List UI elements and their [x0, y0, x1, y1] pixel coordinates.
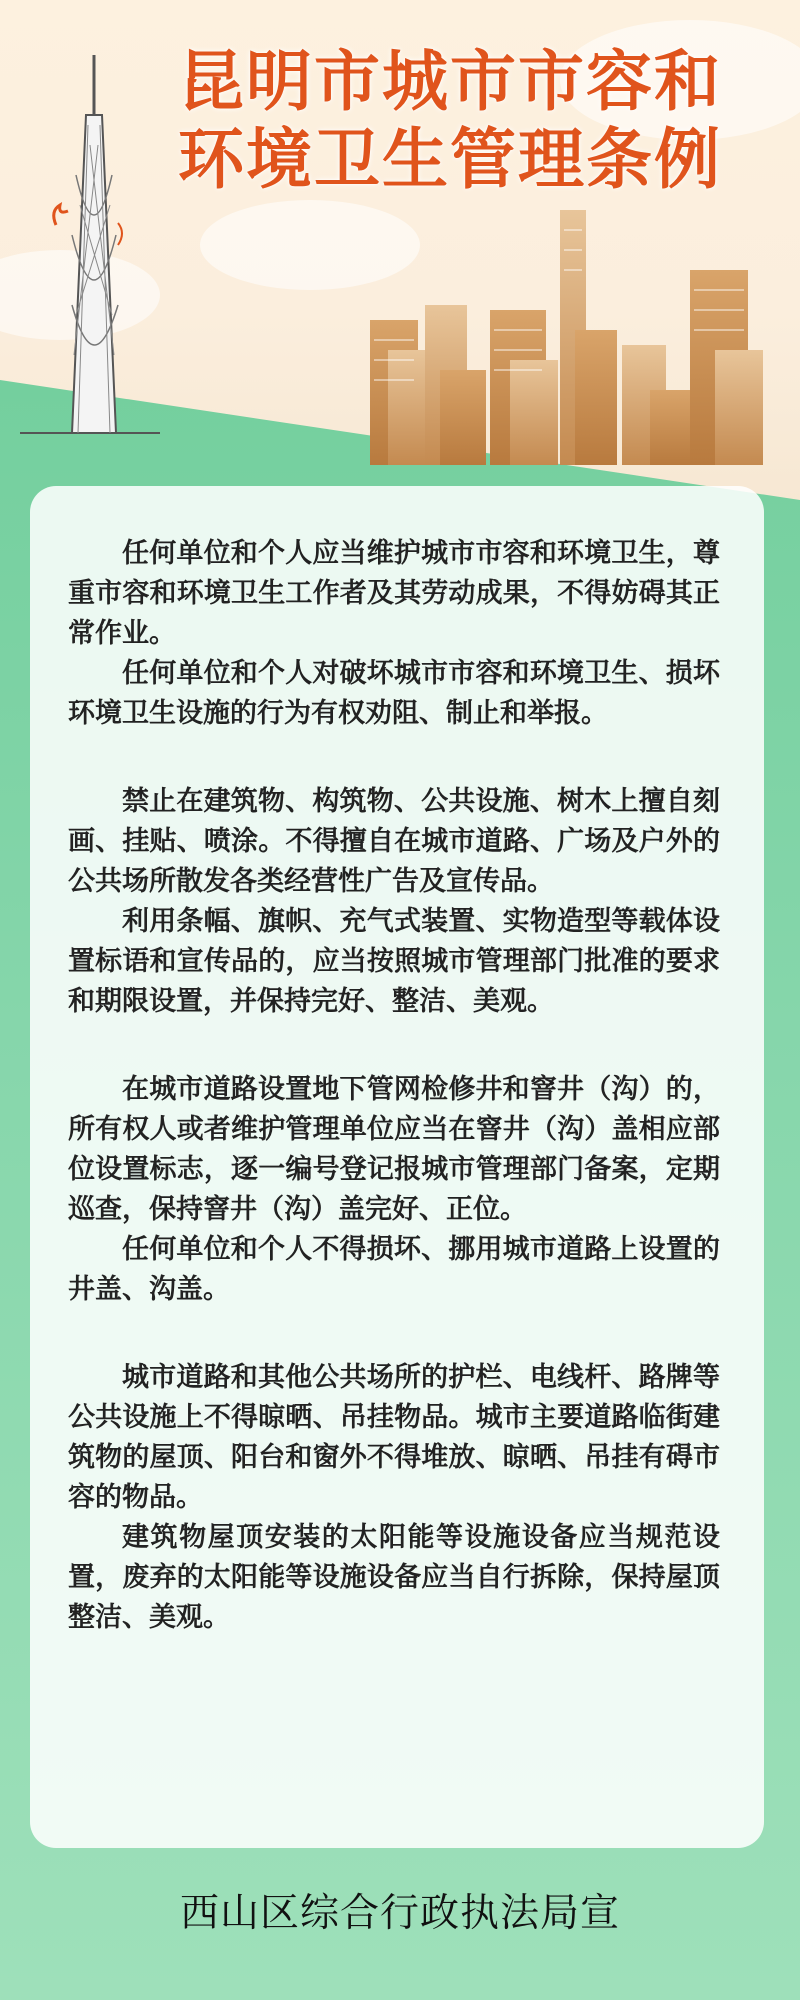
paragraph: 利用条幅、旗帜、充气式装置、实物造型等载体设置标语和宣传品的，应当按照城市管理部门批准的要求和期限设置，并保持完好、整洁、美观。 — [68, 906, 720, 1017]
paragraph: 任何单位和个人不得损坏、挪用城市道路上设置的井盖、沟盖。 — [68, 1234, 720, 1305]
page-title: 昆明市城市市容和 环境卫生管理条例 — [178, 42, 722, 198]
article-section — [68, 534, 720, 734]
paragraph: 城市道路和其他公共场所的护栏、电线杆、路牌等公共设施上不得晾晒、吊挂物品。城市主要道路临街建筑物的屋顶、阳台和窗外不得堆放、晾晒、吊挂有碍市容的物品。 — [68, 1362, 720, 1513]
city-skyline-illustration — [360, 210, 780, 465]
paragraph: 禁止在建筑物、构筑物、公共设施、树木上擅自刻画、挂贴、喷涂。不得擅自在城市道路、广场及户外的公共场所散发各类经营性广告及宣传品。 — [68, 786, 720, 897]
issuer-footer: 西山区综合行政执法局宣 — [179, 1891, 620, 1936]
content-panel — [30, 486, 764, 1848]
article-section — [68, 782, 720, 1022]
paragraph: 任何单位和个人应当维护城市市容和环境卫生，尊重市容和环境卫生工作者及其劳动成果，不得妨碍其正常作业。 — [68, 538, 720, 649]
article-section — [68, 1358, 720, 1638]
paragraph: 建筑物屋顶安装的太阳能等设施设备应当规范设置，废弃的太阳能等设施设备应当自行拆除，保持屋顶整洁、美观。 — [68, 1522, 720, 1633]
paragraph: 任何单位和个人对破坏城市市容和环境卫生、损坏环境卫生设施的行为有权劝阻、制止和举报。 — [68, 658, 720, 729]
article-section — [68, 1070, 720, 1310]
paragraph: 在城市道路设置地下管网检修井和窨井（沟）的，所有权人或者维护管理单位应当在窨井（沟）盖相应部位设置标志，逐一编号登记报城市管理部门备案，定期巡查，保持窨井（沟）盖完好、正位。 — [68, 1074, 720, 1225]
